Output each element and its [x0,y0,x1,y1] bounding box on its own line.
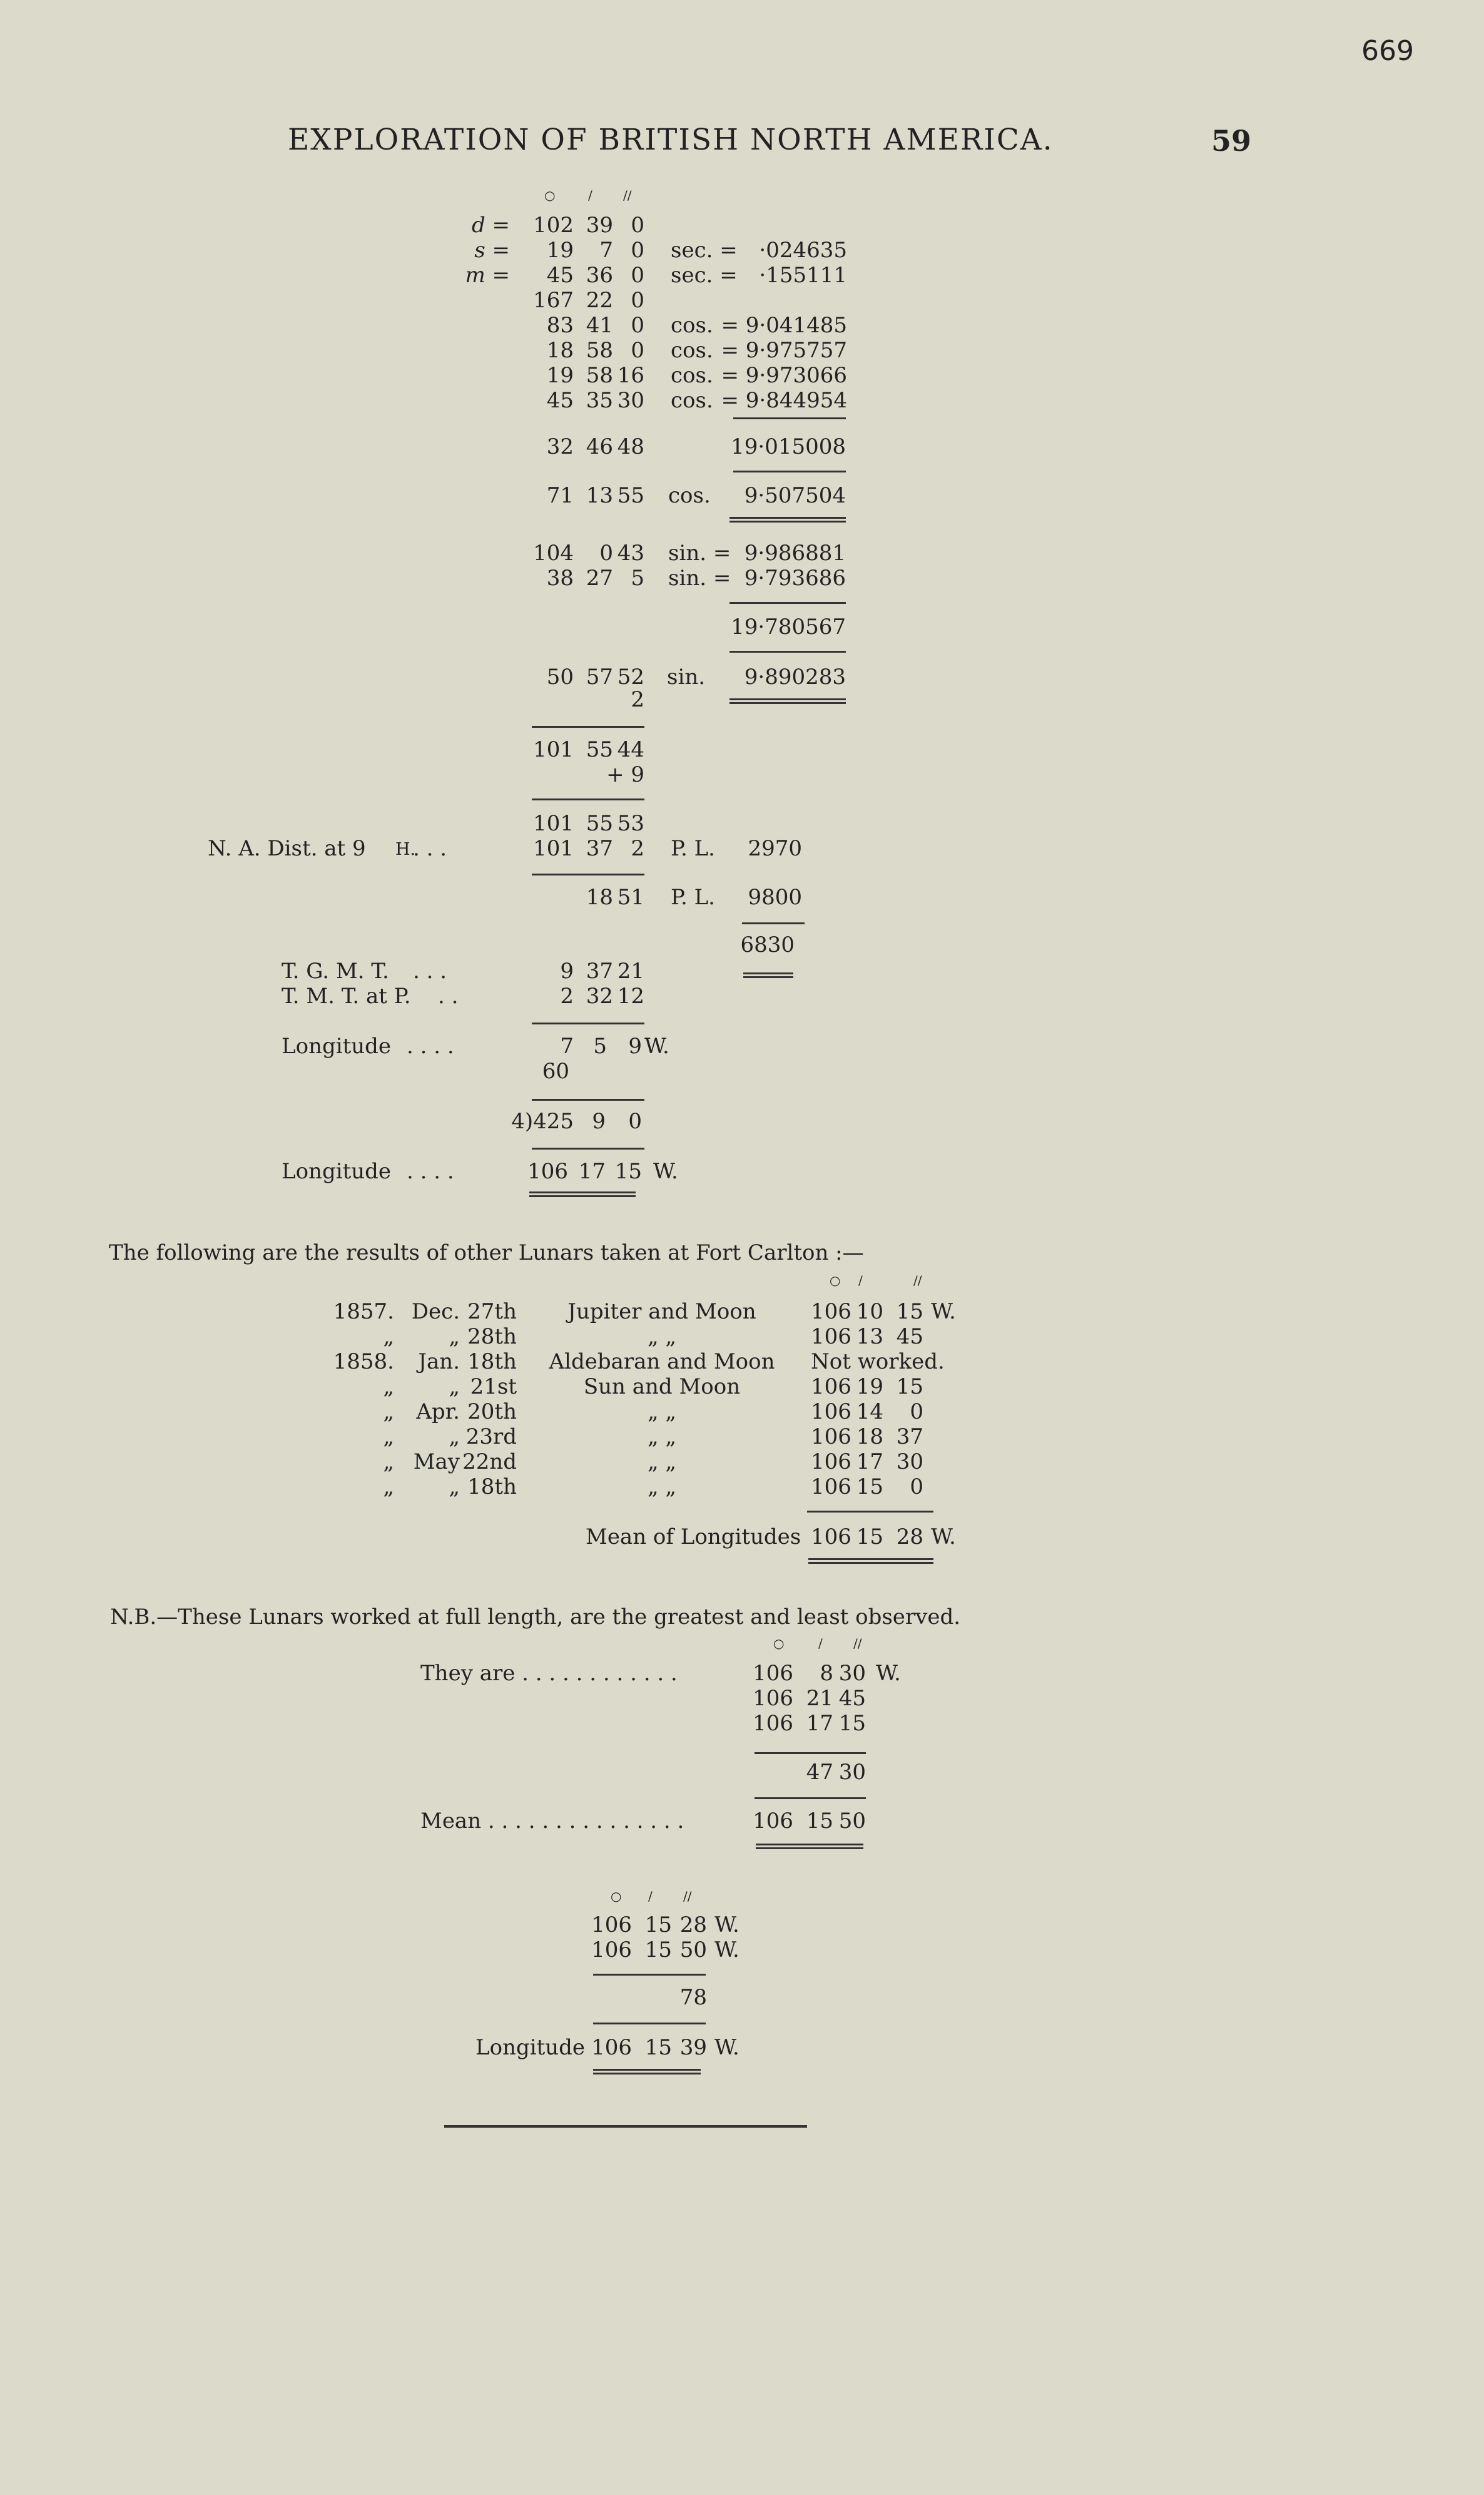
nb-mean-d: 106 [753,1809,793,1834]
calc-row-s: 0 [631,313,644,338]
tgmt-s: 21 [617,959,644,984]
lunar-object: Jupiter and Moon [567,1299,756,1324]
nb-row-d: 106 [753,1711,793,1736]
final-d: 106 [591,2035,632,2060]
calc-row-d: 19 [546,238,574,263]
calc-na-d: 101 [533,836,574,861]
nb-mean-s: 50 [838,1809,866,1834]
tgmt-label: T. G. M. T. [282,959,389,984]
nb-row-s: 15 [838,1711,866,1736]
final-row-m: 15 [644,1912,672,1937]
calc-sin-row-s: 5 [631,566,644,591]
tgmt-dots: . . . [413,959,447,984]
calc-sin-row-d: 38 [546,566,574,591]
final-sum: 78 [679,1985,707,2010]
lunar-year: „ [383,1424,394,1449]
rule-diff [532,874,644,875]
long1-label: Longitude [282,1034,392,1059]
calc-na-s: 2 [631,836,644,861]
rule-div [532,1099,644,1101]
calc-diff-m: 18 [586,885,613,910]
calc-total-s: 53 [617,811,644,836]
lunar-sec: 0 [910,1399,923,1424]
nb-sum-s: 30 [838,1760,866,1785]
calc-row-d: 45 [546,263,574,288]
na-label: N. A. Dist. at 9 [208,836,366,861]
calc-sum1-val: 19·015008 [731,434,846,459]
rule-double [532,726,644,728]
nb-row-d: 106 [753,1686,793,1711]
lunar-sec: 0 [910,1474,923,1499]
dbl-half [729,517,846,523]
calc-row-m: 39 [586,213,613,238]
nb-mean-label: Mean . . . . . . . . . . . . . . . [420,1809,684,1834]
final-dir: W. [714,2035,739,2060]
rule-nb-sum [755,1752,866,1754]
tmt-s: 12 [617,984,644,1009]
lunars-mean-d: 106 [811,1524,851,1549]
calc-half-s: 55 [617,483,644,508]
calc-row-val: = 9·973066 [721,363,847,388]
calc-sum2: 19·780567 [731,615,846,640]
final-label: Longitude [475,2035,586,2060]
lunar-month: „ [449,1424,460,1449]
long1-h: 7 [560,1034,574,1059]
tmt-dots: . . [438,984,459,1009]
calc-row-fn: sec. = [671,238,738,263]
nb-units-deg: ○ [773,1636,785,1651]
long1-dots: . . . . [407,1034,454,1059]
rule-sinres [729,651,846,653]
long2-s: 15 [614,1159,642,1184]
lunar-year: „ [383,1399,394,1424]
calc-row-val: = 9·041485 [721,313,847,338]
calc-row-s: 0 [631,288,644,313]
div-m: 9 [592,1109,606,1134]
na-label-h: H. [395,840,416,859]
na-dots: . . . [413,836,447,861]
final-m: 15 [644,2035,672,2060]
tgmt-h: 9 [560,959,574,984]
calc-row-fn: cos. [671,313,713,338]
lunar-deg: 106 [811,1474,851,1499]
nb-row-dir: W. [876,1661,901,1686]
final-row-dir: W. [714,1937,739,1962]
calc-row-label: m = [465,263,510,288]
nb-units-sec: // [853,1636,862,1651]
calc-sin-row-d: 104 [533,541,574,566]
calc-row-s: 16 [617,363,644,388]
calc-sum1-s: 48 [617,434,644,459]
running-title: EXPLORATION OF BRITISH NORTH AMERICA. [288,123,1054,157]
page-number-top: 669 [1361,35,1414,67]
nb-row-s: 45 [838,1686,866,1711]
calc-row-val: ·024635 [759,238,847,263]
calc-sinres-fn: sin. [667,665,706,690]
lunars-mean-s: 28 [896,1524,923,1549]
lunars-intro: The following are the results of other Lunars taken at Fort Carlton :— [109,1240,864,1265]
lunar-deg: 106 [811,1399,851,1424]
calc-corr: 2 [631,687,644,712]
na-pl: 2970 [748,836,802,861]
lunar-deg: 106 [811,1324,851,1349]
nb-units-min: / [818,1636,823,1651]
na-pl-label: P. L. [671,836,715,861]
lunar-year: „ [383,1474,394,1499]
calc-row-d: 167 [533,288,574,313]
calc-sin-val: 9·986881 [744,541,846,566]
nb-row-m: 17 [806,1711,833,1736]
final-row-d: 106 [591,1912,632,1937]
lunar-deg: 106 [811,1449,851,1474]
calc-half-fn: cos. [668,483,711,508]
long1-m: 5 [593,1034,607,1059]
lunar-day: 18th [467,1474,517,1499]
calc-sum1-m: 46 [586,434,613,459]
lunar-object: Sun and Moon [583,1374,741,1399]
tgmt-m: 37 [586,959,613,984]
lunar-year: 1858. [333,1349,394,1374]
rule-sum1 [733,417,846,419]
sixty: 60 [542,1059,569,1084]
calc-row-m: 22 [586,288,613,313]
calc-row-s: 0 [631,263,644,288]
dbl-sinres [729,698,846,704]
calc-sin-row-m: 0 [599,541,613,566]
lunar-sec: 15 [896,1374,923,1399]
calc-sinres-val: 9·890283 [744,665,846,690]
calc-row-m: 58 [586,363,613,388]
lunar-day: 22nd [462,1449,517,1474]
dbl-final [593,2069,701,2074]
lunar-deg: Not worked. [811,1349,945,1374]
lunar-year: „ [383,1324,394,1349]
tmt-m: 32 [586,984,613,1009]
lunar-object: „ „ [647,1449,677,1474]
final-units-deg: ○ [611,1889,622,1904]
div-d: 4)425 [511,1109,574,1134]
calc-units-sec: // [623,188,632,203]
calc-row-s: 0 [631,213,644,238]
lunar-day: 21st [470,1374,517,1399]
end-rule [444,2125,807,2128]
calc-row-s: 0 [631,238,644,263]
lunar-sec: 45 [896,1324,923,1349]
long2-label: Longitude [282,1159,392,1184]
diff-pl-label: P. L. [671,885,715,910]
lunar-day: 20th [467,1399,517,1424]
calc-half-val: 9·507504 [744,483,846,508]
calc-row-m: 41 [586,313,613,338]
lunar-month: „ [449,1474,460,1499]
calc-na-m: 37 [586,836,613,861]
calc-row-fn: cos. [671,363,713,388]
calc-row-d: 102 [533,213,574,238]
final-row-m: 15 [644,1937,672,1962]
lunar-min: 19 [856,1374,883,1399]
calc-double-d: 101 [533,737,574,762]
calc-row-d: 83 [546,313,574,338]
nb-text: N.B.—These Lunars worked at full length, are the greatest and least observed. [110,1605,961,1630]
dbl-lunars-mean [808,1558,933,1564]
nb-sum-m: 47 [806,1760,833,1785]
nb-row-m: 8 [820,1661,833,1686]
long2-dir: W. [653,1159,678,1184]
calc-sinres-d: 50 [546,665,574,690]
lunar-month: Apr. [416,1399,460,1424]
nb-row-d: 106 [753,1661,793,1686]
rule-sum2 [729,602,846,604]
dbl-pl [743,972,793,978]
lunar-deg: 106 [811,1299,851,1324]
final-row-d: 106 [591,1937,632,1962]
calc-row-s: 0 [631,338,644,363]
lunar-day: 23rd [465,1424,517,1449]
lunar-deg: 106 [811,1424,851,1449]
long2-m: 17 [578,1159,606,1184]
calc-sin-val: 9·793686 [744,566,846,591]
calc-row-m: 58 [586,338,613,363]
lunar-year: 1857. [333,1299,394,1324]
final-row-s: 28 [679,1912,707,1937]
lunar-year: „ [383,1449,394,1474]
calc-diff-s: 51 [617,885,644,910]
page-number: 59 [1211,124,1252,158]
dbl-long2 [529,1191,636,1197]
calc-row-fn: sec. = [671,263,738,288]
lunar-min: 17 [856,1449,883,1474]
calc-units-min: / [588,188,592,203]
calc-row-label: d = [471,213,510,238]
calc-sin-fn: sin. = [668,541,731,566]
lunar-month: May [413,1449,460,1474]
lunars-units-sec: // [913,1273,922,1288]
lunar-year: „ [383,1374,394,1399]
calc-row-val: ·155111 [759,263,847,288]
calc-total-d: 101 [533,811,574,836]
lunar-sec: 37 [896,1424,923,1449]
nb-they-label: They are . . . . . . . . . . . . [420,1661,678,1686]
calc-row-m: 35 [586,388,613,413]
lunar-sec: 15 [896,1299,923,1324]
lunar-month: Jan. [418,1349,460,1374]
calc-row-val: = 9·844954 [721,388,847,413]
lunars-mean-label: Mean of Longitudes [586,1524,801,1549]
calc-row-d: 18 [546,338,574,363]
calc-double-s: 44 [617,737,644,762]
lunar-min: 14 [856,1399,883,1424]
calc-row-m: 7 [599,238,613,263]
lunars-units-min: / [858,1273,863,1288]
rule-long2 [532,1148,644,1150]
calc-row-label: s = [474,238,510,263]
calc-row-fn: cos. [671,388,713,413]
rule-lunars-mean [807,1511,933,1513]
lunar-dir: W. [931,1299,956,1324]
div-s: 0 [628,1109,642,1134]
dbl-nb-mean [756,1844,863,1849]
calc-row-m: 36 [586,263,613,288]
tmt-h: 2 [560,984,574,1009]
final-row-dir: W. [714,1912,739,1937]
rule-final [593,2023,706,2024]
calc-sin-row-s: 43 [617,541,644,566]
tmt-label: T. M. T. at P. [282,984,411,1009]
lunars-mean-dir: W. [931,1524,956,1549]
long2-d: 106 [527,1159,568,1184]
lunar-min: 10 [856,1299,883,1324]
calc-sinres-m: 57 [586,665,613,690]
final-units-min: / [648,1889,653,1904]
lunars-mean-m: 15 [856,1524,883,1549]
calc-row-fn: cos. [671,338,713,363]
lunar-sec: 30 [896,1449,923,1474]
calc-units-deg: ○ [544,188,556,203]
calc-plus: + 9 [606,762,644,787]
lunar-day: 27th [467,1299,517,1324]
pl-diff: 6830 [740,932,795,957]
lunar-month: „ [449,1324,460,1349]
calc-half-d: 71 [546,483,574,508]
lunar-month: Dec. [411,1299,460,1324]
long1-s: 9 [628,1034,642,1059]
lunar-min: 18 [856,1424,883,1449]
calc-sum1-d: 32 [546,434,574,459]
nb-row-s: 30 [838,1661,866,1686]
long1-dir: W. [644,1034,669,1059]
calc-row-d: 45 [546,388,574,413]
lunar-month: „ [449,1374,460,1399]
lunars-units-deg: ○ [830,1273,841,1288]
calc-double-m: 55 [586,737,613,762]
final-s: 39 [679,2035,707,2060]
rule-nb-mean [755,1797,866,1799]
nb-mean-m: 15 [806,1809,833,1834]
lunar-object: „ „ [647,1399,677,1424]
lunar-day: 18th [467,1349,517,1374]
calc-row-s: 30 [617,388,644,413]
calc-half-m: 13 [586,483,613,508]
calc-sin-row-m: 27 [586,566,613,591]
lunar-min: 13 [856,1324,883,1349]
calc-sin-fn: sin. = [668,566,731,591]
lunar-deg: 106 [811,1374,851,1399]
lunar-object: „ „ [647,1474,677,1499]
nb-row-m: 21 [806,1686,833,1711]
rule-long1 [532,1023,644,1024]
calc-row-d: 19 [546,363,574,388]
lunar-object: „ „ [647,1424,677,1449]
rule-pl [742,922,805,924]
lunar-object: „ „ [647,1324,677,1349]
calc-total-m: 55 [586,811,613,836]
diff-pl: 9800 [748,885,802,910]
rule-final-sum [593,1974,706,1976]
final-units-sec: // [683,1889,692,1904]
final-row-s: 50 [679,1937,707,1962]
calc-row-val: = 9·975757 [721,338,847,363]
calc-sinres-s: 52 [617,665,644,690]
rule-total [532,799,644,800]
lunar-day: 28th [467,1324,517,1349]
lunar-object: Aldebaran and Moon [549,1349,775,1374]
rule-half [733,471,846,472]
lunar-min: 15 [856,1474,883,1499]
long2-dots: . . . . [407,1159,454,1184]
